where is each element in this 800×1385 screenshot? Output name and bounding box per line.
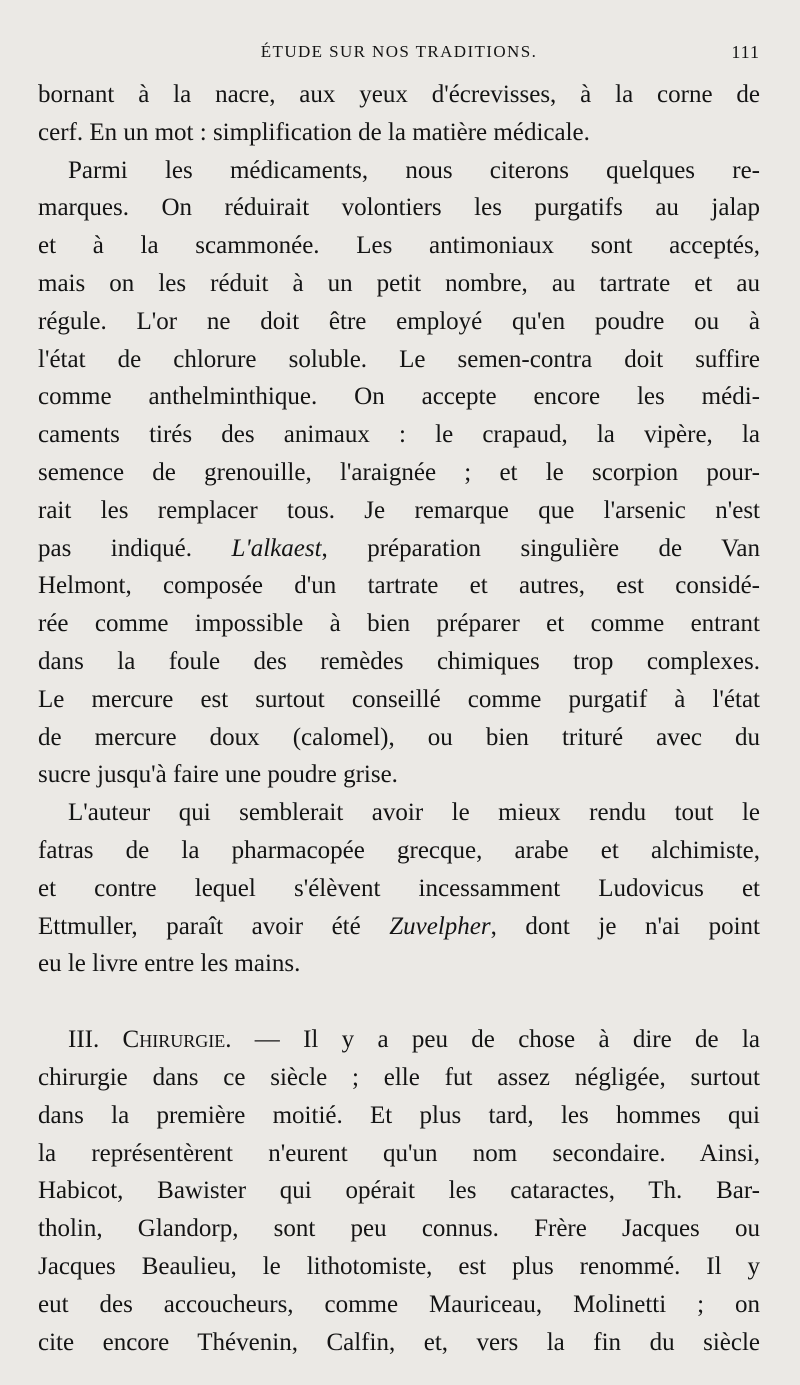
- section-label: III. Chirurgie.: [68, 1026, 232, 1054]
- text-line: de mercure doux (calomel), ou bien trituré avec du: [38, 723, 760, 751]
- text-line: et contre lequel s'élèvent incessamment Ludovicus et: [38, 874, 760, 902]
- text-line: bornant à la nacre, aux yeux d'écrevisses, à la corne de: [38, 81, 760, 108]
- text-segment: , préparation singulière de Van: [321, 534, 760, 562]
- text-line: Habicot, Bawister qui opérait les cataractes, Th. Bar-: [38, 1177, 760, 1205]
- text-line: cerf. En un mot : simplification de la matière médicale.: [38, 118, 590, 146]
- text-segment: Ettmuller, paraît avoir été: [38, 912, 390, 940]
- text-line-zuvelpher: [38, 908, 760, 946]
- text-line: rait les remplacer tous. Je remarque que l'arsenic n'est: [38, 496, 760, 524]
- running-head: [38, 40, 760, 66]
- text-segment: — Il y a peu de chose à dire de la: [231, 1026, 760, 1054]
- text-line: l'état de chlorure soluble. Le semen-contra doit suffire: [38, 345, 760, 373]
- text-line: et à la scammonée. Les antimoniaux sont acceptés,: [38, 232, 760, 260]
- body-text: [38, 76, 760, 1361]
- text-line-alkaest: [38, 530, 760, 568]
- paragraph-medicaments: [38, 152, 760, 795]
- text-line: cite encore Thévenin, Calfin, et, vers la fin du siècle: [38, 1328, 760, 1356]
- running-title: ÉTUDE SUR NOS TRADITIONS.: [260, 42, 538, 61]
- text-line: dans la première moitié. Et plus tard, les hommes qui: [38, 1101, 760, 1129]
- text-line: Le mercure est surtout conseillé comme purgatif à l'état: [38, 685, 760, 713]
- paragraph-chirurgie: [38, 1021, 760, 1361]
- text-line: dans la foule des remèdes chimiques trop complexes.: [38, 647, 760, 675]
- italic-term-alkaest: L'alkaest: [231, 534, 322, 562]
- text-line: marques. On réduirait volontiers les purgatifs au jalap: [38, 194, 760, 222]
- text-line: régule. L'or ne doit être employé qu'en poudre ou à: [38, 307, 760, 335]
- text-line: caments tirés des animaux : le crapaud, la vipère, la: [38, 421, 760, 449]
- text-segment: , dont je n'ai point: [490, 912, 760, 940]
- text-line: fatras de la pharmacopée grecque, arabe et alchimiste,: [38, 836, 760, 864]
- text-line: mais on les réduit à un petit nombre, au tartrate et au: [38, 269, 760, 297]
- paragraph-auteur: [38, 794, 760, 983]
- text-line: Helmont, composée d'un tartrate et autres, est considé-: [38, 572, 760, 600]
- section-gap: [38, 983, 760, 1021]
- text-line-section-heading: [38, 1021, 760, 1059]
- text-line: eu le livre entre les mains.: [38, 950, 301, 978]
- text-line: eut des accoucheurs, comme Mauriceau, Molinetti ; on: [38, 1290, 760, 1318]
- italic-name-zuvelpher: Zuvelpher: [389, 912, 491, 940]
- text-line: L'auteur qui semblerait avoir le mieux rendu tout le: [68, 799, 760, 827]
- text-segment: pas indiqué.: [38, 534, 232, 562]
- text-line: Parmi les médicaments, nous citerons quelques re-: [68, 156, 760, 184]
- text-line: Jacques Beaulieu, le lithotomiste, est plus renommé. Il y: [38, 1252, 760, 1280]
- text-line: rée comme impossible à bien préparer et comme entrant: [38, 610, 760, 638]
- text-line: la représentèrent n'eurent qu'un nom secondaire. Ainsi,: [38, 1139, 760, 1167]
- text-line: sucre jusqu'à faire une poudre grise.: [38, 761, 398, 789]
- text-line: semence de grenouille, l'araignée ; et le scorpion pour-: [38, 458, 760, 486]
- text-line: tholin, Glandorp, sont peu connus. Frère Jacques ou: [38, 1215, 760, 1243]
- text-line: comme anthelminthique. On accepte encore les médi-: [38, 383, 760, 411]
- text-line: chirurgie dans ce siècle ; elle fut assez négligée, surtout: [38, 1063, 760, 1091]
- paragraph-continuation: [38, 76, 760, 152]
- page-number: 111: [731, 42, 760, 62]
